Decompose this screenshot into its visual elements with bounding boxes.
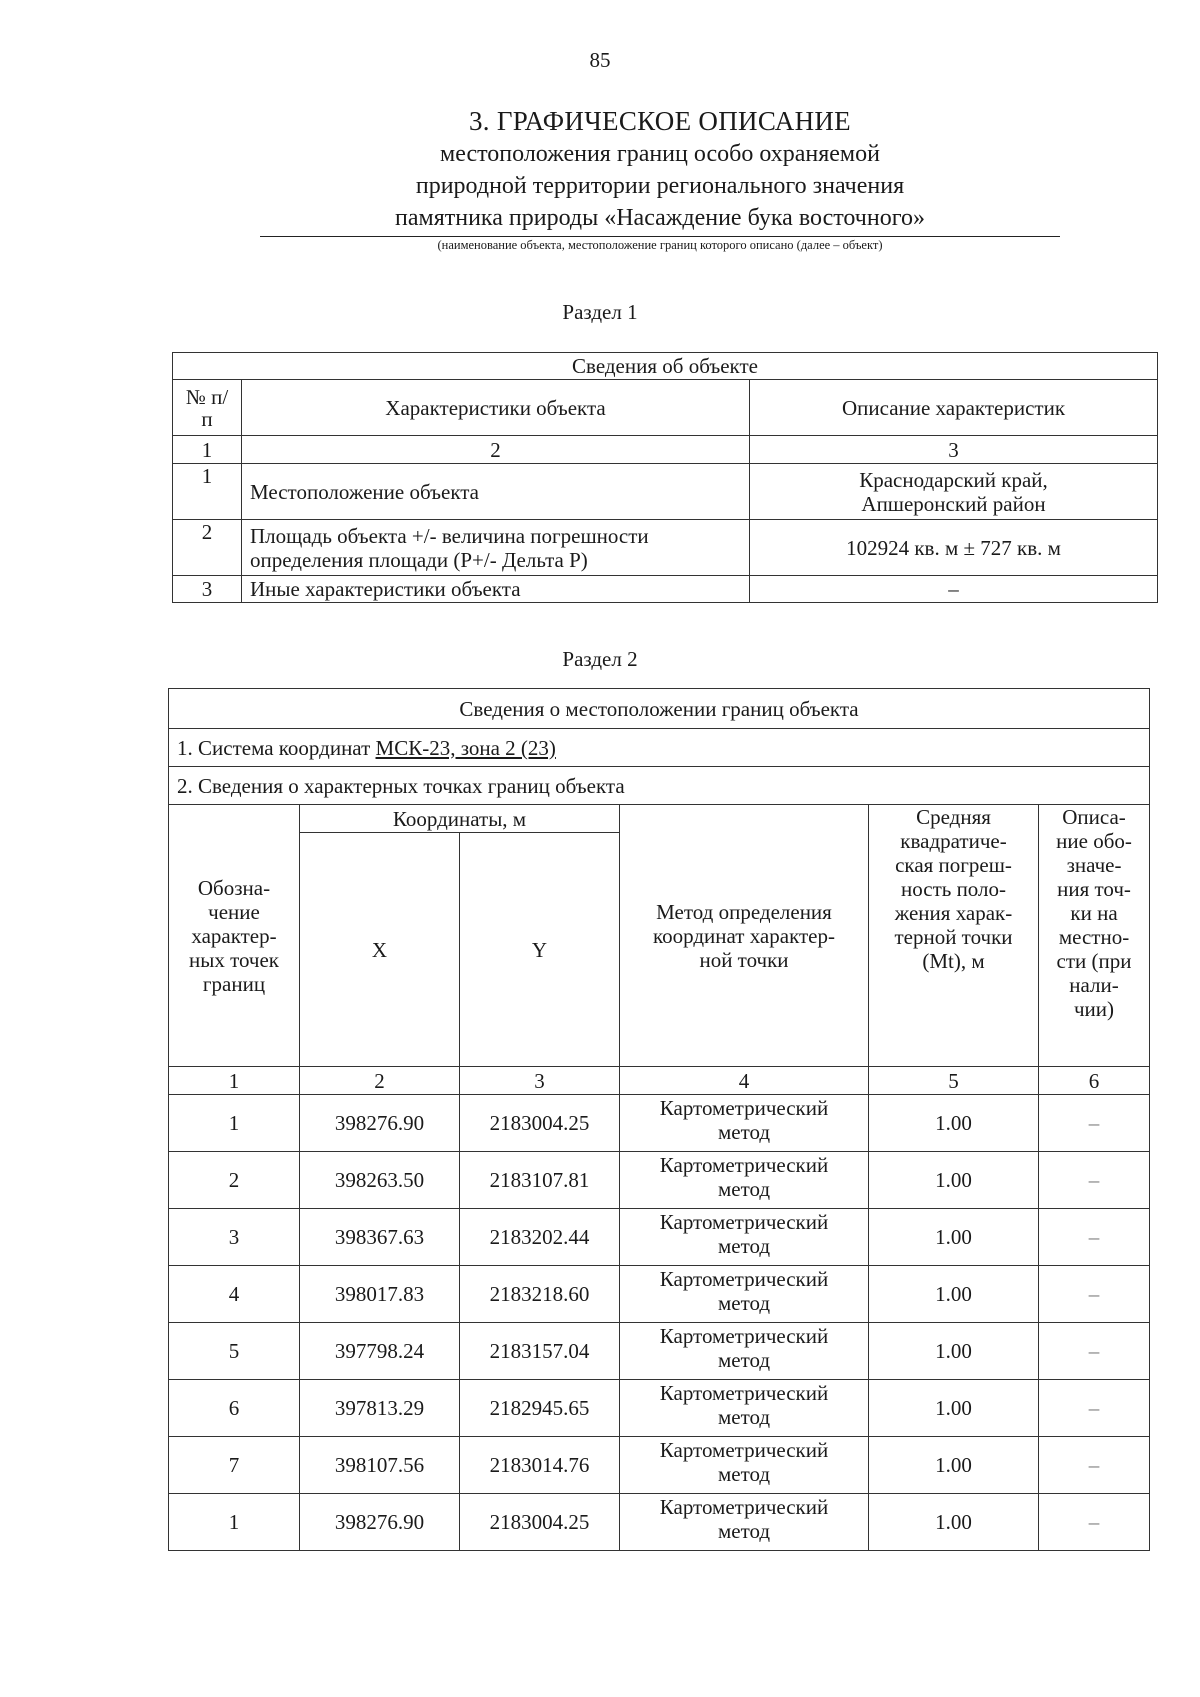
method-line: Картометрический (659, 1324, 829, 1348)
title-caption: (наименование объекта, местоположение границ которого описано (далее – объект) (437, 238, 883, 252)
point-description: – (1039, 1209, 1150, 1266)
header-line: ние обо- (1056, 829, 1132, 853)
header-line: ская погреш- (895, 853, 1012, 877)
col-header-num: № п/п (173, 380, 242, 436)
table-row (173, 464, 1158, 520)
method-line: метод (717, 1462, 771, 1486)
method-line: метод (717, 1348, 771, 1372)
method-line: метод (717, 1291, 771, 1315)
method-line: Картометрический (659, 1438, 829, 1462)
coordinate-system-label: 1. Система координат (177, 735, 376, 760)
point-x: 398107.56 (300, 1437, 460, 1494)
object-info-table-title: Сведения об объекте (173, 353, 1158, 380)
header-line: Метод определения (656, 899, 832, 924)
method-line: метод (717, 1120, 771, 1144)
point-method (620, 1209, 869, 1266)
header-line: значе- (1066, 853, 1122, 877)
point-error: 1.00 (869, 1209, 1039, 1266)
point-y: 2183218.60 (460, 1266, 620, 1323)
point-method (620, 1266, 869, 1323)
header-line: характер- (191, 923, 277, 948)
point-y: 2183004.25 (460, 1494, 620, 1551)
header-description (1039, 805, 1150, 1067)
point-y: 2183107.81 (460, 1152, 620, 1209)
subtitle-line-1: местоположения границ особо охраняемой (440, 141, 880, 167)
method-line: метод (717, 1519, 771, 1543)
point-id: 5 (169, 1323, 300, 1380)
col-number: 2 (300, 1067, 460, 1095)
col-number: 5 (869, 1067, 1039, 1095)
header-error (869, 805, 1039, 1067)
subtitle-line-2: природной территории регионального значения (415, 173, 905, 199)
col-number: 3 (460, 1067, 620, 1095)
point-error: 1.00 (869, 1323, 1039, 1380)
table-row (169, 1380, 1150, 1437)
header-x: X (300, 833, 460, 1067)
description-line: Апшеронский район (861, 491, 1046, 516)
boundary-table-title: Сведения о местоположении границ объекта (169, 689, 1150, 729)
header-line: местно- (1058, 925, 1130, 949)
description-line: Краснодарский край, (859, 467, 1048, 492)
point-x: 397813.29 (300, 1380, 460, 1437)
row-number: 3 (173, 576, 242, 603)
point-x: 398276.90 (300, 1494, 460, 1551)
point-y: 2183202.44 (460, 1209, 620, 1266)
document-header (240, 104, 1080, 252)
header-line: ния точ- (1057, 877, 1131, 901)
method-line: метод (717, 1234, 771, 1258)
row-description (750, 464, 1158, 520)
table-row (169, 1266, 1150, 1323)
table-row (169, 1323, 1150, 1380)
col-number: 1 (169, 1067, 300, 1095)
header-line: Средняя (916, 805, 991, 829)
header-line: Описа- (1062, 805, 1126, 829)
header-line: сти (при (1056, 949, 1132, 973)
header-line: чение (208, 899, 260, 924)
row-characteristic: Иные характеристики объекта (242, 576, 750, 603)
point-id: 1 (169, 1494, 300, 1551)
method-line: Картометрический (659, 1153, 829, 1177)
header-line: жения харак- (894, 901, 1013, 925)
header-line: Обозна- (197, 875, 271, 900)
point-method (620, 1095, 869, 1152)
point-id: 4 (169, 1266, 300, 1323)
header-line: (Mt), м (922, 949, 985, 973)
header-line: нали- (1069, 973, 1119, 997)
col-number: 6 (1039, 1067, 1150, 1095)
point-y: 2183004.25 (460, 1095, 620, 1152)
point-x: 397798.24 (300, 1323, 460, 1380)
col-header-description: Описание характеристик (750, 380, 1158, 436)
point-y: 2183014.76 (460, 1437, 620, 1494)
point-description: – (1039, 1494, 1150, 1551)
point-id: 2 (169, 1152, 300, 1209)
title-underline (260, 236, 1060, 237)
col-number: 4 (620, 1067, 869, 1095)
header-line: квадратиче- (900, 829, 1007, 853)
row-description: 102924 кв. м ± 727 кв. м (750, 520, 1158, 576)
header-line: терной точки (894, 925, 1013, 949)
header-line: координат характер- (652, 923, 835, 948)
point-method (620, 1437, 869, 1494)
header-line: ных точек (188, 947, 280, 972)
point-description: – (1039, 1266, 1150, 1323)
row-characteristic (242, 520, 750, 576)
header-line: границ (202, 971, 266, 996)
table-row (173, 520, 1158, 576)
header-designation (169, 805, 300, 1067)
point-method (620, 1380, 869, 1437)
point-error: 1.00 (869, 1380, 1039, 1437)
table-row (169, 1494, 1150, 1551)
section2-heading: Раздел 2 (562, 647, 638, 671)
point-error: 1.00 (869, 1095, 1039, 1152)
page-number: 85 (589, 48, 611, 72)
point-description: – (1039, 1095, 1150, 1152)
section1-heading: Раздел 1 (562, 300, 638, 324)
point-method (620, 1494, 869, 1551)
method-line: Картометрический (659, 1495, 829, 1519)
point-description: – (1039, 1152, 1150, 1209)
point-x: 398367.63 (300, 1209, 460, 1266)
point-y: 2183157.04 (460, 1323, 620, 1380)
row-number: 1 (173, 464, 242, 520)
method-line: Картометрический (659, 1210, 829, 1234)
col-number: 2 (242, 436, 750, 464)
header-coordinates: Координаты, м (300, 805, 620, 833)
method-line: Картометрический (659, 1267, 829, 1291)
table-row (169, 1152, 1150, 1209)
point-id: 6 (169, 1380, 300, 1437)
header-line: ность поло- (900, 877, 1007, 901)
document-title: 3. ГРАФИЧЕСКОЕ ОПИСАНИЕ (469, 106, 851, 136)
table-row (169, 1437, 1150, 1494)
row-characteristic: Местоположение объекта (242, 464, 750, 520)
header-method (620, 805, 869, 1067)
coordinate-system-row (169, 729, 1150, 767)
method-line: Картометрический (659, 1381, 829, 1405)
point-x: 398276.90 (300, 1095, 460, 1152)
object-info-table (172, 352, 1158, 603)
point-y: 2182945.65 (460, 1380, 620, 1437)
point-id: 1 (169, 1095, 300, 1152)
point-error: 1.00 (869, 1437, 1039, 1494)
header-line: ной точки (699, 947, 789, 972)
point-error: 1.00 (869, 1494, 1039, 1551)
point-error: 1.00 (869, 1266, 1039, 1323)
table-row (173, 576, 1158, 603)
point-description: – (1039, 1323, 1150, 1380)
point-method (620, 1152, 869, 1209)
coordinate-system-value: МСК-23, зона 2 (23) (375, 735, 556, 760)
point-description: – (1039, 1437, 1150, 1494)
col-number: 3 (750, 436, 1158, 464)
row-number: 2 (173, 520, 242, 576)
point-method (620, 1323, 869, 1380)
boundary-points-table (168, 688, 1150, 1551)
characteristic-line: определения площади (Р+/- Дельта Р) (250, 547, 588, 572)
points-section-title: 2. Сведения о характерных точках границ объекта (169, 767, 1150, 805)
point-id: 7 (169, 1437, 300, 1494)
col-number: 1 (173, 436, 242, 464)
method-line: метод (717, 1177, 771, 1201)
row-description: – (750, 576, 1158, 603)
point-description: – (1039, 1380, 1150, 1437)
subtitle-line-3: памятника природы «Насаждение бука восточного» (395, 205, 925, 231)
method-line: метод (717, 1405, 771, 1429)
table-row (169, 1209, 1150, 1266)
header-y: Y (460, 833, 620, 1067)
characteristic-line: Площадь объекта +/- величина погрешности (250, 523, 649, 548)
header-line: ки на (1070, 901, 1118, 925)
point-id: 3 (169, 1209, 300, 1266)
table-row (169, 1095, 1150, 1152)
col-header-characteristic: Характеристики объекта (242, 380, 750, 436)
header-line: чии) (1074, 997, 1115, 1021)
method-line: Картометрический (659, 1096, 829, 1120)
point-x: 398017.83 (300, 1266, 460, 1323)
point-error: 1.00 (869, 1152, 1039, 1209)
point-x: 398263.50 (300, 1152, 460, 1209)
